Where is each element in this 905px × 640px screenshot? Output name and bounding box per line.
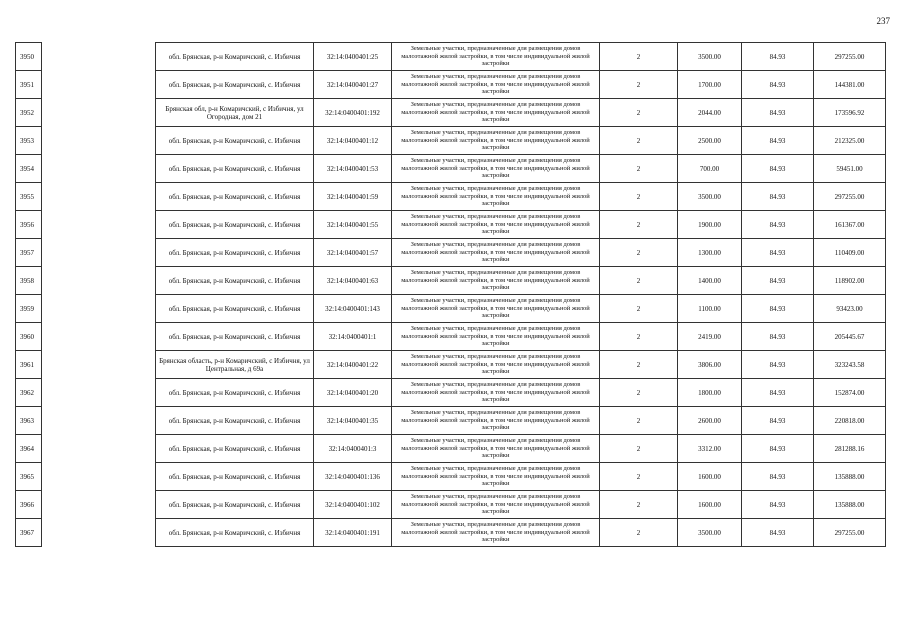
- area-cell: 700.00: [678, 155, 742, 183]
- area-cell: 3500.00: [678, 519, 742, 547]
- table-row: [16, 211, 886, 239]
- unit-value-cell: 84.93: [742, 463, 814, 491]
- cadastral-number-cell: 32:14:0400401:22: [314, 351, 392, 379]
- category-cell: 2: [600, 43, 678, 71]
- cadastral-number-cell: 32:14:0400401:1: [314, 323, 392, 351]
- table-row: [16, 435, 886, 463]
- record-number-cell: 3963: [16, 407, 42, 435]
- cadastral-number-cell: 32:14:0400401:25: [314, 43, 392, 71]
- area-cell: 1900.00: [678, 211, 742, 239]
- unit-value-cell: 84.93: [742, 519, 814, 547]
- table-row: [16, 267, 886, 295]
- unit-value-cell: 84.93: [742, 99, 814, 127]
- unit-value-cell: 84.93: [742, 183, 814, 211]
- spacer-cell: [42, 295, 156, 323]
- category-cell: 2: [600, 351, 678, 379]
- record-number-cell: 3953: [16, 127, 42, 155]
- record-number-cell: 3961: [16, 351, 42, 379]
- cadastral-value-cell: 59451.00: [814, 155, 886, 183]
- record-number-cell: 3966: [16, 491, 42, 519]
- cadastral-value-cell: 110409.00: [814, 239, 886, 267]
- unit-value-cell: 84.93: [742, 435, 814, 463]
- address-cell: обл. Брянская, р-н Комаричский, с. Избичня: [156, 491, 314, 519]
- land-use-cell: Земельные участки, предназначенные для размещения домов малоэтажной жилой застройки, в том числе индивидуальной жилой застройки: [392, 267, 600, 295]
- address-cell: обл. Брянская, р-н Комаричский, с. Избичня: [156, 239, 314, 267]
- area-cell: 1800.00: [678, 379, 742, 407]
- area-cell: 2600.00: [678, 407, 742, 435]
- cadastral-value-cell: 135888.00: [814, 491, 886, 519]
- address-cell: обл. Брянская, р-н Комаричский, с. Избичня: [156, 407, 314, 435]
- spacer-cell: [42, 379, 156, 407]
- category-cell: 2: [600, 183, 678, 211]
- land-use-cell: Земельные участки, предназначенные для размещения домов малоэтажной жилой застройки, в том числе индивидуальной жилой застройки: [392, 351, 600, 379]
- area-cell: 3500.00: [678, 43, 742, 71]
- address-cell: обл. Брянская, р-н Комаричский, с. Избичня: [156, 267, 314, 295]
- table-row: [16, 183, 886, 211]
- address-cell: обл. Брянская, р-н Комаричский, с. Избичня: [156, 211, 314, 239]
- address-cell: обл. Брянская, р-н Комаричский, с. Избичня: [156, 519, 314, 547]
- land-use-cell: Земельные участки, предназначенные для размещения домов малоэтажной жилой застройки, в том числе индивидуальной жилой застройки: [392, 99, 600, 127]
- unit-value-cell: 84.93: [742, 211, 814, 239]
- land-use-cell: Земельные участки, предназначенные для размещения домов малоэтажной жилой застройки, в том числе индивидуальной жилой застройки: [392, 295, 600, 323]
- land-use-cell: Земельные участки, предназначенные для размещения домов малоэтажной жилой застройки, в том числе индивидуальной жилой застройки: [392, 323, 600, 351]
- spacer-cell: [42, 435, 156, 463]
- address-cell: обл. Брянская, р-н Комаричский, с. Избичня: [156, 155, 314, 183]
- table-row: [16, 155, 886, 183]
- record-number-cell: 3959: [16, 295, 42, 323]
- record-number-cell: 3950: [16, 43, 42, 71]
- category-cell: 2: [600, 239, 678, 267]
- spacer-cell: [42, 211, 156, 239]
- cadastral-value-cell: 323243.58: [814, 351, 886, 379]
- category-cell: 2: [600, 71, 678, 99]
- category-cell: 2: [600, 519, 678, 547]
- area-cell: 3312.00: [678, 435, 742, 463]
- category-cell: 2: [600, 463, 678, 491]
- cadastral-number-cell: 32:14:0400401:53: [314, 155, 392, 183]
- table-row: [16, 295, 886, 323]
- spacer-cell: [42, 127, 156, 155]
- area-cell: 2500.00: [678, 127, 742, 155]
- record-number-cell: 3960: [16, 323, 42, 351]
- category-cell: 2: [600, 323, 678, 351]
- spacer-cell: [42, 267, 156, 295]
- spacer-cell: [42, 43, 156, 71]
- cadastral-number-cell: 32:14:0400401:20: [314, 379, 392, 407]
- cadastral-value-cell: 135888.00: [814, 463, 886, 491]
- land-use-cell: Земельные участки, предназначенные для размещения домов малоэтажной жилой застройки, в том числе индивидуальной жилой застройки: [392, 519, 600, 547]
- cadastral-number-cell: 32:14:0400401:59: [314, 183, 392, 211]
- unit-value-cell: 84.93: [742, 267, 814, 295]
- address-cell: обл. Брянская, р-н Комаричский, с. Избичня: [156, 323, 314, 351]
- table-row: [16, 351, 886, 379]
- land-plots-table: [15, 42, 886, 547]
- spacer-cell: [42, 463, 156, 491]
- cadastral-value-cell: 297255.00: [814, 183, 886, 211]
- address-cell: обл. Брянская, р-н Комаричский, с. Избичня: [156, 43, 314, 71]
- cadastral-value-cell: 297255.00: [814, 519, 886, 547]
- spacer-cell: [42, 491, 156, 519]
- unit-value-cell: 84.93: [742, 491, 814, 519]
- table-row: [16, 519, 886, 547]
- cadastral-number-cell: 32:14:0400401:143: [314, 295, 392, 323]
- category-cell: 2: [600, 295, 678, 323]
- area-cell: 1600.00: [678, 463, 742, 491]
- unit-value-cell: 84.93: [742, 379, 814, 407]
- cadastral-number-cell: 32:14:0400401:27: [314, 71, 392, 99]
- cadastral-value-cell: 173596.92: [814, 99, 886, 127]
- cadastral-value-cell: 212325.00: [814, 127, 886, 155]
- table-row: [16, 127, 886, 155]
- address-cell: Брянская область, р-н Комаричский, с Избичня, ул Центральная, д 69а: [156, 351, 314, 379]
- category-cell: 2: [600, 407, 678, 435]
- unit-value-cell: 84.93: [742, 127, 814, 155]
- table-row: [16, 71, 886, 99]
- table-row: [16, 379, 886, 407]
- address-cell: обл. Брянская, р-н Комаричский, с. Избичня: [156, 435, 314, 463]
- cadastral-value-cell: 152874.00: [814, 379, 886, 407]
- address-cell: Брянская обл, р-н Комаричский, с Избичня, ул Огородная, дом 21: [156, 99, 314, 127]
- spacer-cell: [42, 407, 156, 435]
- land-use-cell: Земельные участки, предназначенные для размещения домов малоэтажной жилой застройки, в том числе индивидуальной жилой застройки: [392, 463, 600, 491]
- unit-value-cell: 84.93: [742, 155, 814, 183]
- cadastral-number-cell: 32:14:0400401:102: [314, 491, 392, 519]
- cadastral-value-cell: 205445.67: [814, 323, 886, 351]
- cadastral-number-cell: 32:14:0400401:136: [314, 463, 392, 491]
- cadastral-value-cell: 118902.00: [814, 267, 886, 295]
- land-use-cell: Земельные участки, предназначенные для размещения домов малоэтажной жилой застройки, в том числе индивидуальной жилой застройки: [392, 407, 600, 435]
- spacer-cell: [42, 183, 156, 211]
- record-number-cell: 3955: [16, 183, 42, 211]
- area-cell: 1300.00: [678, 239, 742, 267]
- area-cell: 1100.00: [678, 295, 742, 323]
- record-number-cell: 3952: [16, 99, 42, 127]
- address-cell: обл. Брянская, р-н Комаричский, с. Избичня: [156, 71, 314, 99]
- cadastral-value-cell: 93423.00: [814, 295, 886, 323]
- area-cell: 1700.00: [678, 71, 742, 99]
- table-row: [16, 99, 886, 127]
- page-number: 237: [876, 16, 890, 26]
- land-use-cell: Земельные участки, предназначенные для размещения домов малоэтажной жилой застройки, в том числе индивидуальной жилой застройки: [392, 211, 600, 239]
- category-cell: 2: [600, 211, 678, 239]
- record-number-cell: 3958: [16, 267, 42, 295]
- spacer-cell: [42, 71, 156, 99]
- land-use-cell: Земельные участки, предназначенные для размещения домов малоэтажной жилой застройки, в том числе индивидуальной жилой застройки: [392, 491, 600, 519]
- cadastral-number-cell: 32:14:0400401:63: [314, 267, 392, 295]
- record-number-cell: 3962: [16, 379, 42, 407]
- land-use-cell: Земельные участки, предназначенные для размещения домов малоэтажной жилой застройки, в том числе индивидуальной жилой застройки: [392, 379, 600, 407]
- cadastral-value-cell: 281288.16: [814, 435, 886, 463]
- record-number-cell: 3951: [16, 71, 42, 99]
- record-number-cell: 3956: [16, 211, 42, 239]
- address-cell: обл. Брянская, р-н Комаричский, с. Избичня: [156, 295, 314, 323]
- cadastral-number-cell: 32:14:0400401:3: [314, 435, 392, 463]
- spacer-cell: [42, 239, 156, 267]
- unit-value-cell: 84.93: [742, 323, 814, 351]
- record-number-cell: 3967: [16, 519, 42, 547]
- cadastral-number-cell: 32:14:0400401:12: [314, 127, 392, 155]
- cadastral-value-cell: 144381.00: [814, 71, 886, 99]
- cadastral-number-cell: 32:14:0400401:55: [314, 211, 392, 239]
- cadastral-number-cell: 32:14:0400401:192: [314, 99, 392, 127]
- land-use-cell: Земельные участки, предназначенные для размещения домов малоэтажной жилой застройки, в том числе индивидуальной жилой застройки: [392, 435, 600, 463]
- category-cell: 2: [600, 379, 678, 407]
- unit-value-cell: 84.93: [742, 407, 814, 435]
- address-cell: обл. Брянская, р-н Комаричский, с. Избичня: [156, 127, 314, 155]
- land-use-cell: Земельные участки, предназначенные для размещения домов малоэтажной жилой застройки, в том числе индивидуальной жилой застройки: [392, 183, 600, 211]
- area-cell: 1400.00: [678, 267, 742, 295]
- category-cell: 2: [600, 99, 678, 127]
- record-number-cell: 3965: [16, 463, 42, 491]
- area-cell: 2419.00: [678, 323, 742, 351]
- land-use-cell: Земельные участки, предназначенные для размещения домов малоэтажной жилой застройки, в том числе индивидуальной жилой застройки: [392, 239, 600, 267]
- land-use-cell: Земельные участки, предназначенные для размещения домов малоэтажной жилой застройки, в том числе индивидуальной жилой застройки: [392, 127, 600, 155]
- unit-value-cell: 84.93: [742, 295, 814, 323]
- area-cell: 3500.00: [678, 183, 742, 211]
- address-cell: обл. Брянская, р-н Комаричский, с. Избичня: [156, 183, 314, 211]
- record-number-cell: 3957: [16, 239, 42, 267]
- unit-value-cell: 84.93: [742, 351, 814, 379]
- spacer-cell: [42, 155, 156, 183]
- record-number-cell: 3954: [16, 155, 42, 183]
- unit-value-cell: 84.93: [742, 43, 814, 71]
- area-cell: 2044.00: [678, 99, 742, 127]
- cadastral-number-cell: 32:14:0400401:35: [314, 407, 392, 435]
- land-use-cell: Земельные участки, предназначенные для размещения домов малоэтажной жилой застройки, в том числе индивидуальной жилой застройки: [392, 71, 600, 99]
- land-use-cell: Земельные участки, предназначенные для размещения домов малоэтажной жилой застройки, в том числе индивидуальной жилой застройки: [392, 43, 600, 71]
- cadastral-value-cell: 220818.00: [814, 407, 886, 435]
- cadastral-value-cell: 297255.00: [814, 43, 886, 71]
- table-row: [16, 463, 886, 491]
- cadastral-number-cell: 32:14:0400401:57: [314, 239, 392, 267]
- spacer-cell: [42, 323, 156, 351]
- spacer-cell: [42, 351, 156, 379]
- unit-value-cell: 84.93: [742, 71, 814, 99]
- category-cell: 2: [600, 491, 678, 519]
- table-row: [16, 491, 886, 519]
- category-cell: 2: [600, 435, 678, 463]
- spacer-cell: [42, 519, 156, 547]
- category-cell: 2: [600, 267, 678, 295]
- address-cell: обл. Брянская, р-н Комаричский, с. Избичня: [156, 463, 314, 491]
- category-cell: 2: [600, 155, 678, 183]
- table-row: [16, 407, 886, 435]
- table-row: [16, 239, 886, 267]
- cadastral-number-cell: 32:14:0400401:191: [314, 519, 392, 547]
- unit-value-cell: 84.93: [742, 239, 814, 267]
- address-cell: обл. Брянская, р-н Комаричский, с. Избичня: [156, 379, 314, 407]
- land-use-cell: Земельные участки, предназначенные для размещения домов малоэтажной жилой застройки, в том числе индивидуальной жилой застройки: [392, 155, 600, 183]
- cadastral-value-cell: 161367.00: [814, 211, 886, 239]
- table-body: [16, 43, 886, 547]
- table-row: [16, 43, 886, 71]
- record-number-cell: 3964: [16, 435, 42, 463]
- area-cell: 1600.00: [678, 491, 742, 519]
- spacer-cell: [42, 99, 156, 127]
- category-cell: 2: [600, 127, 678, 155]
- table-row: [16, 323, 886, 351]
- area-cell: 3806.00: [678, 351, 742, 379]
